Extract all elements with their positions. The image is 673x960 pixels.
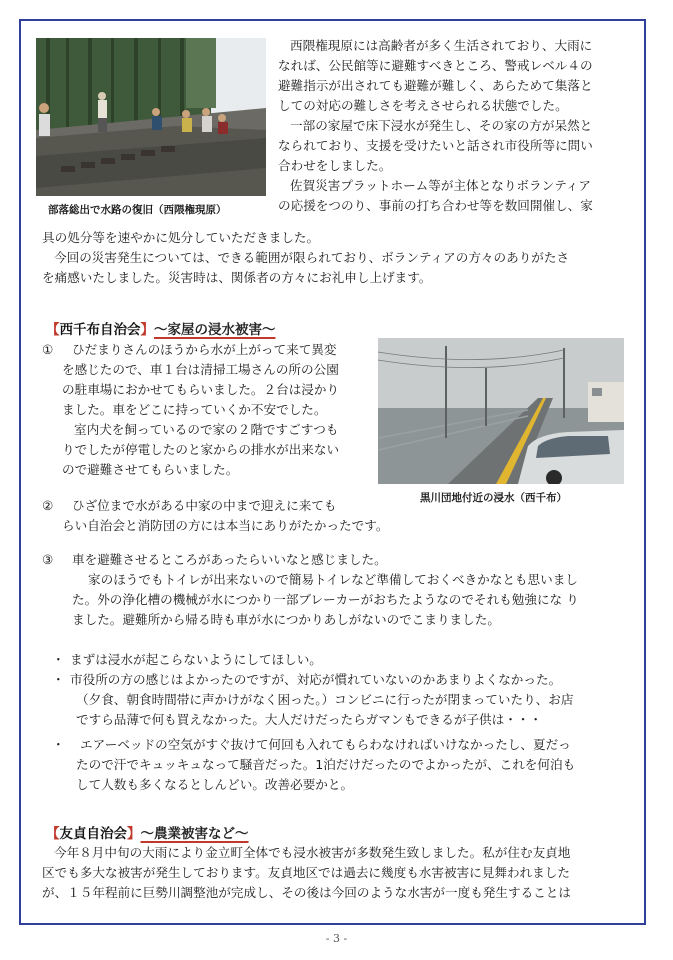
bullet-paragraph bbox=[70, 670, 630, 730]
item3-paragraph bbox=[62, 550, 634, 630]
item3-line: 車を避難させるところがあったらいいなと感じました。 bbox=[72, 552, 387, 567]
heading-bracket-close: 】 bbox=[127, 826, 141, 842]
flooding-photo bbox=[378, 338, 624, 484]
item1-line: ので避難させてもらいました。 bbox=[62, 462, 239, 477]
waterway-restoration-image bbox=[36, 38, 266, 196]
heading-name: 西千布自治会 bbox=[59, 322, 141, 338]
intro-line: なられており、支援を受けたいと話され市役所等に問い bbox=[278, 138, 593, 153]
section2-line: 今年８月中旬の大雨により金立町全体でも浸水被害が多数発生致しました。私が住む友貞地 bbox=[54, 845, 571, 860]
item3-line: た。外の浄化槽の機械が水につかり一部ブレーカーがおちたようなのでそれも勉強にな り bbox=[72, 592, 579, 607]
page-number: - 3 - bbox=[325, 932, 348, 945]
item2-marker: ② bbox=[42, 498, 54, 513]
item1-line: の駐車場におかせてもらいました。２台は浸かり bbox=[62, 382, 340, 397]
section2-line: が、１５年程前に巨勢川調整池が完成し、その後は今回のような水害が一度も発生することは bbox=[42, 885, 571, 900]
section2-line: 区でも多大な被害が発生しております。友貞地区では過去に幾度も水害被害に見舞われました bbox=[42, 865, 570, 880]
intro-line: の応援をつのり、事前の打ち合わせ等を数回開催し、家 bbox=[278, 198, 593, 213]
item1-line: 室内犬を飼っているので家の２階ですごすつも bbox=[74, 422, 339, 437]
bullet-line: たので汗でキュッキュなって騒音だった。1泊だけだったのでよかったが、これを何泊も bbox=[76, 757, 576, 772]
bullet-line: 市役所の方の感じはよかったのですが、対応が慣れていないのかあまりよくなかった。 bbox=[70, 672, 562, 687]
intro-line: 一部の家屋で床下浸水が発生し、その家の方が呆然と bbox=[290, 118, 593, 133]
intro-wide-line: 今回の災害発生については、できる範囲が限られており、ボランティアの方々のありがたさ bbox=[54, 250, 570, 265]
intro-line: 合わせをしました。 bbox=[278, 158, 392, 173]
item1-paragraph bbox=[62, 340, 374, 480]
item2-paragraph bbox=[62, 496, 442, 536]
item3-marker: ③ bbox=[42, 552, 54, 567]
item1-marker: ① bbox=[42, 342, 54, 357]
intro-line: 西隈権現原には高齢者が多く生活されており、大雨に bbox=[290, 38, 593, 53]
photo1-caption: 部落総出で水路の復旧（西隈権現原） bbox=[48, 204, 227, 216]
intro-line: 佐賀災害プラットホーム等が主体となりボランティア bbox=[290, 178, 591, 193]
intro-line: なれば、公民館等に避難すべきところ、警戒レベル４の bbox=[278, 58, 593, 73]
bullet-line: （夕食、朝食時間帯に声かけがなく困った。）コンビニに行ったが閉まっていたり、お店 bbox=[76, 692, 574, 707]
intro-line: しての対応の難しさを考えさせられる状態でした。 bbox=[278, 98, 568, 113]
section2-paragraph bbox=[42, 843, 634, 903]
heading-bracket-open: 【 bbox=[46, 322, 60, 338]
item2-line: ひざ位まで水がある中家の中まで迎えに来ても bbox=[72, 498, 337, 513]
item3-line: ました。避難所から帰る時も車が水につかりあしがないのでこまりました。 bbox=[72, 612, 500, 627]
bullet-marker: ・ bbox=[52, 737, 65, 752]
photo2-caption: 黒川団地付近の浸水（西千布） bbox=[420, 492, 567, 504]
heading-title: ～家屋の浸水被害～ bbox=[154, 322, 276, 338]
bullet-paragraph bbox=[70, 735, 630, 795]
item1-line: ひだまりさんのほうから水が上がって来て異変 bbox=[72, 342, 337, 357]
waterway-restoration-photo bbox=[36, 38, 266, 196]
bullet-marker: ・ bbox=[52, 652, 65, 667]
item3-line: 家のほうでもトイレが出来ないので簡易トイレなど準備しておくべきかなとも思いまし bbox=[88, 572, 578, 587]
intro-wide-line: を痛感いたしました。災害時は、関係者の方々にお礼申し上げます。 bbox=[42, 270, 432, 285]
bullet-line: ですら品薄で何も買えなかった。大人だけだったらガマンもできるが子供は・・・ bbox=[76, 712, 542, 727]
bullet-line: エアーベッドの空気がすぐ抜けて何回も入れてもらわなければいけなかったし、夏だっ bbox=[80, 737, 571, 752]
bullet-line: まずは浸水が起こらないようにしてほしい。 bbox=[70, 652, 322, 667]
item1-line: ました。車をどこに持っていくか不安でした。 bbox=[62, 402, 327, 417]
intro-wide-line: 具の処分等を速やかに処分していただきました。 bbox=[42, 230, 320, 245]
intro-line: 避難指示が出されても避難が難しく、あらためて集落と bbox=[278, 78, 593, 93]
bullet-line: して人数も多くなるとしんどい。改善必要かと。 bbox=[76, 777, 354, 792]
flooding-image bbox=[378, 338, 624, 484]
heading-name: 友貞自治会 bbox=[59, 826, 127, 842]
intro-paragraph bbox=[278, 36, 623, 216]
heading-bracket-open: 【 bbox=[46, 826, 60, 842]
bullet-paragraph bbox=[70, 650, 630, 670]
section-heading-nishisenbu bbox=[46, 318, 276, 338]
bullet-marker: ・ bbox=[52, 672, 65, 687]
section-heading-tomosada bbox=[46, 822, 249, 842]
item1-line: を感じたので、車１台は清掃工場さんの所の公園 bbox=[62, 362, 339, 377]
heading-title: ～農業被害など～ bbox=[140, 826, 249, 842]
item1-line: りでしたが停電したのと家からの排水が出来ない bbox=[62, 442, 340, 457]
intro-wide-paragraph bbox=[42, 228, 632, 288]
item2-line: らい自治会と消防団の方には本当にありがたかったです。 bbox=[62, 518, 389, 533]
heading-bracket-close: 】 bbox=[140, 322, 154, 338]
